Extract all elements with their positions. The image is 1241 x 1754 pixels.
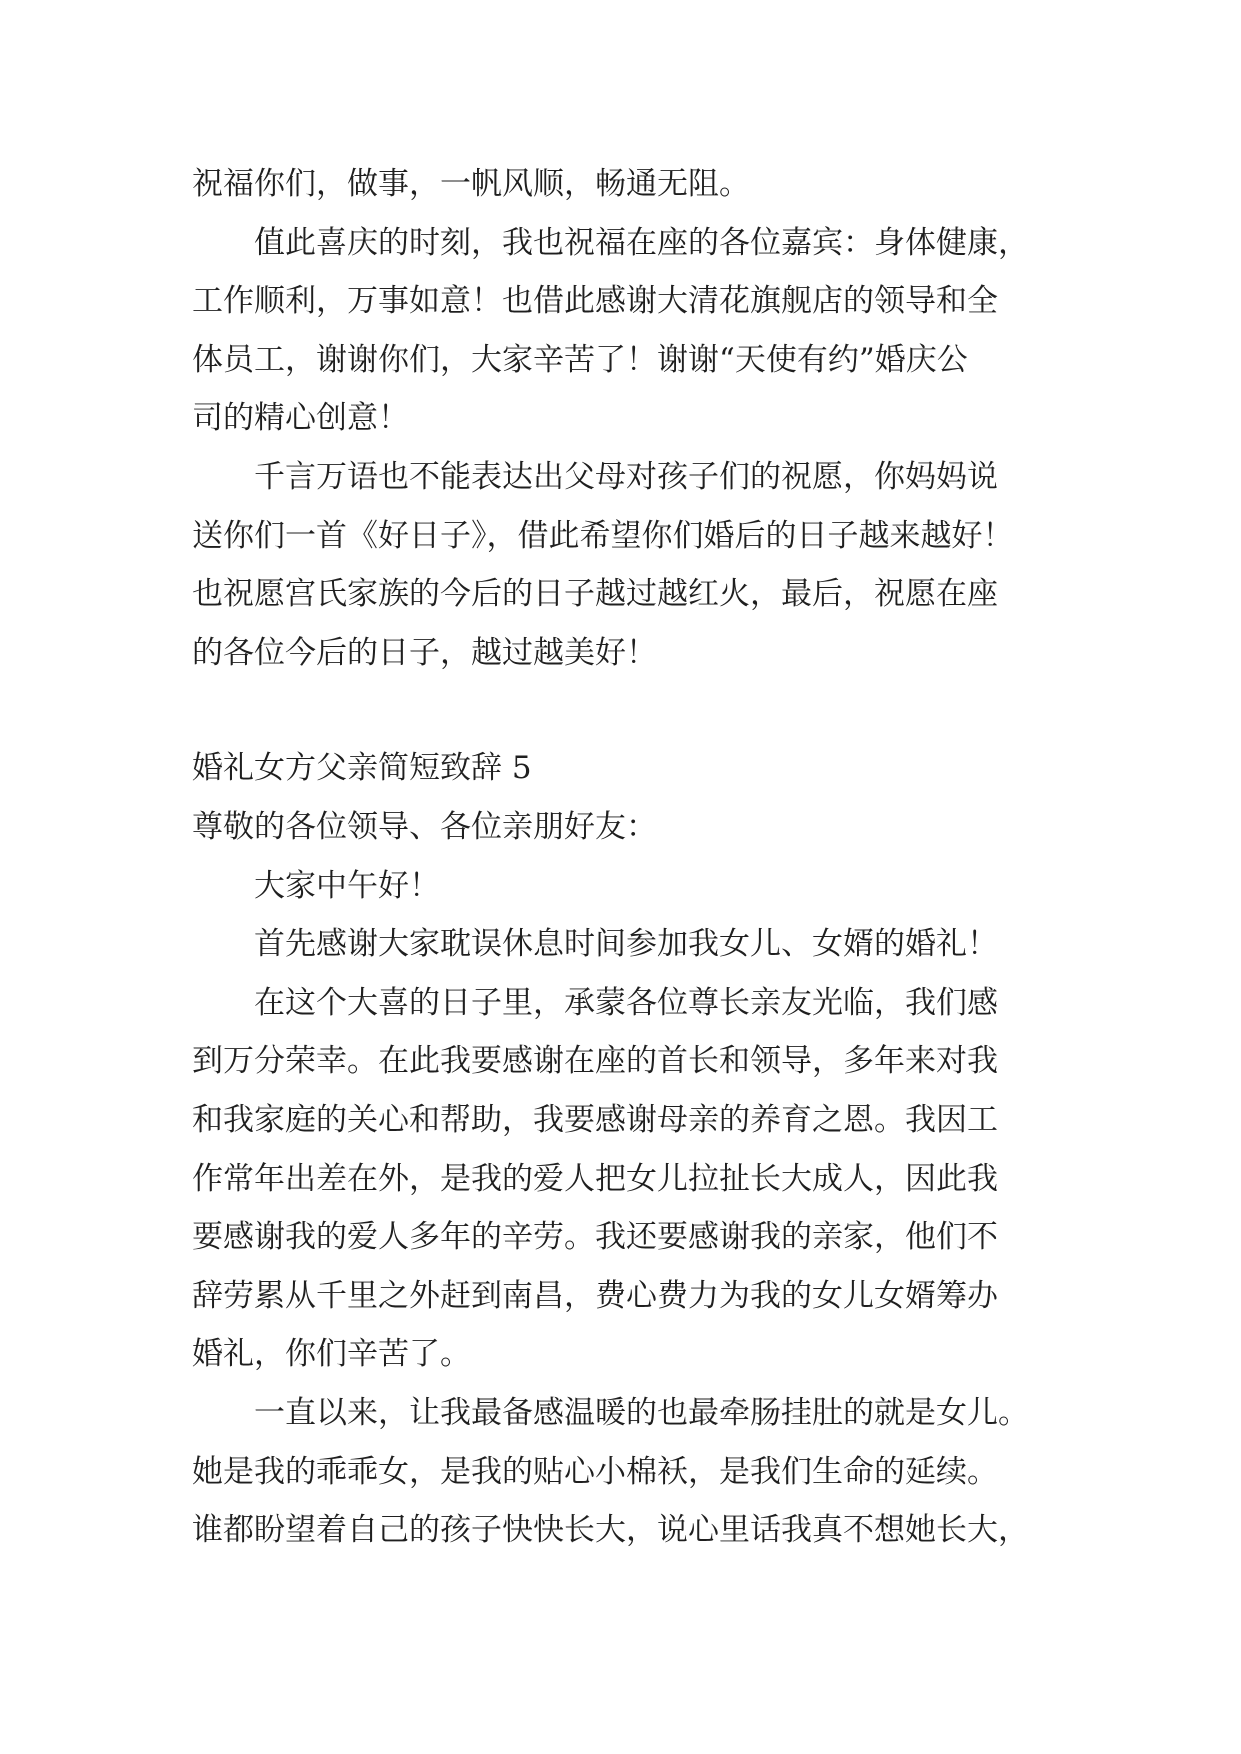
text-line: 也祝愿宫氏家族的今后的日子越过越红火，最后，祝愿在座 <box>192 576 998 613</box>
text-line: 谁都盼望着自己的孩子快快长大，说心里话我真不想她长大， <box>192 1512 1029 1549</box>
body-text-bottom <box>192 798 1062 1560</box>
text-line: 一直以来，让我最备感温暖的也最牵肠挂肚的就是女儿。 <box>254 1394 1029 1431</box>
text-line: 作常年出差在外，是我的爱人把女儿拉扯长大成人，因此我 <box>192 1160 998 1197</box>
section-title-block <box>192 743 1062 793</box>
text-line: 千言万语也不能表达出父母对孩子们的祝愿，你妈妈说 <box>254 458 998 495</box>
text-line: 送你们一首《好日子》，借此希望你们婚后的日子越来越好！ <box>192 517 1014 554</box>
text-line: 和我家庭的关心和帮助，我要感谢母亲的养育之恩。我因工 <box>192 1101 998 1138</box>
text-line: 祝福你们，做事，一帆风顺，畅通无阻。 <box>192 166 750 202</box>
text-line: 婚礼，你们辛苦了。 <box>192 1336 471 1373</box>
section-title: 婚礼女方父亲简短致辞 5 <box>192 750 532 786</box>
text-line: 首先感谢大家耽误休息时间参加我女儿、女婿的婚礼！ <box>254 926 998 963</box>
greeting: 大家中午好！ <box>254 867 440 904</box>
text-line: 她是我的乖乖女，是我的贴心小棉袄，是我们生命的延续。 <box>192 1453 998 1490</box>
text-line: 到万分荣幸。在此我要感谢在座的首长和领导，多年来对我 <box>192 1043 998 1080</box>
text-line: 在这个大喜的日子里，承蒙各位尊长亲友光临，我们感 <box>254 984 998 1021</box>
text-line: 要感谢我的爱人多年的辛劳。我还要感谢我的亲家，他们不 <box>192 1219 998 1256</box>
text-line: 司的精心创意！ <box>192 400 409 437</box>
salutation: 尊敬的各位领导、各位亲朋好友： <box>192 809 657 845</box>
body-text-top <box>192 155 1062 682</box>
text-line: 体员工，谢谢你们，大家辛苦了！谢谢“天使有约”婚庆公 <box>192 341 968 378</box>
text-line: 的各位今后的日子，越过越美好！ <box>192 634 657 671</box>
text-line: 辞劳累从千里之外赶到南昌，费心费力为我的女儿女婿筹办 <box>192 1277 998 1314</box>
text-line: 值此喜庆的时刻，我也祝福在座的各位嘉宾：身体健康， <box>254 224 1029 261</box>
text-line: 工作顺利，万事如意！也借此感谢大清花旗舰店的领导和全 <box>192 283 998 320</box>
